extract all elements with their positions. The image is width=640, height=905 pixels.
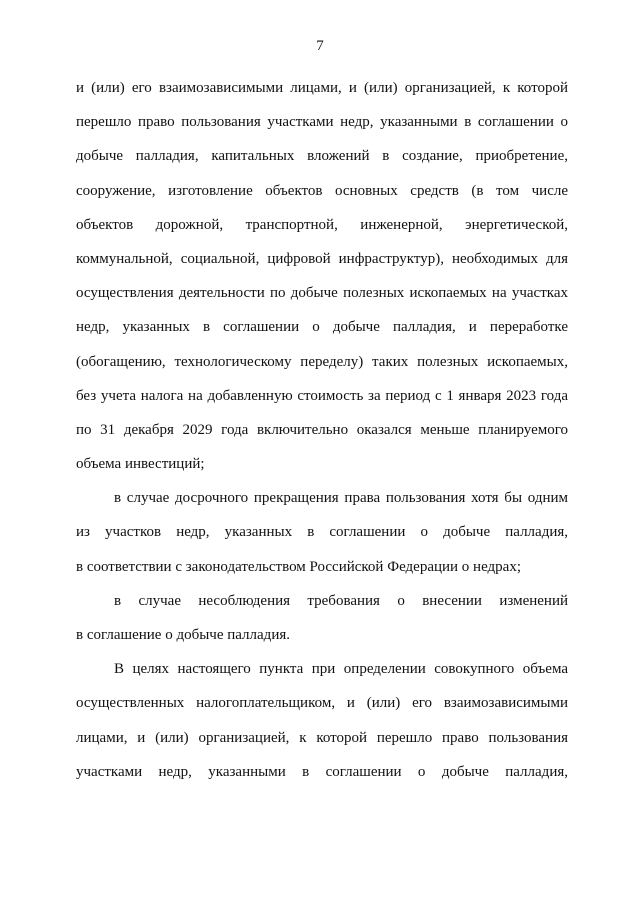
text-line: в случае досрочного прекращения права пользования хотя бы одним bbox=[114, 490, 568, 507]
text-line: объема инвестиций; bbox=[76, 456, 205, 473]
text-line: в соответствии с законодательством Российской Федерации о недрах; bbox=[76, 558, 521, 575]
text-line: из участков недр, указанных в соглашении о добыче палладия, bbox=[76, 524, 568, 541]
text-line: недр, указанных в соглашении о добыче палладия, и переработке bbox=[76, 319, 568, 336]
text-line: в случае несоблюдения требования о внесении изменений bbox=[114, 592, 568, 609]
text-line: и (или) его взаимозависимыми лицами, и (или) организацией, к которой bbox=[76, 80, 568, 96]
text-line: объектов дорожной, транспортной, инженерной, энергетической, bbox=[76, 216, 568, 233]
text-line: сооружение, изготовление объектов основных средств (в том числе bbox=[76, 182, 568, 199]
text-line: коммунальной, социальной, цифровой инфраструктур), необходимых для bbox=[76, 250, 568, 267]
page-number: 7 bbox=[316, 38, 324, 54]
text-line: осуществления деятельности по добыче полезных ископаемых на участках bbox=[76, 285, 568, 302]
text-line: по 31 декабря 2029 года включительно оказался меньше планируемого bbox=[76, 421, 568, 438]
text-line: лицами, и (или) организацией, к которой перешло право пользования bbox=[76, 729, 568, 746]
text-line: участками недр, указанными в соглашении о добыче палладия, bbox=[76, 763, 568, 780]
text-line: без учета налога на добавленную стоимость за период с 1 января 2023 года bbox=[76, 387, 568, 404]
text-line: добыче палладия, капитальных вложений в создание, приобретение, bbox=[76, 148, 568, 165]
text-line: В целях настоящего пункта при определении совокупного объема bbox=[114, 661, 568, 678]
text-line: (обогащению, технологическому переделу) таких полезных ископаемых, bbox=[76, 353, 568, 370]
text-line: перешло право пользования участками недр, указанными в соглашении о bbox=[76, 114, 568, 131]
document-body bbox=[76, 71, 568, 789]
text-line: осуществленных налогоплательщиком, и (или) его взаимозависимыми bbox=[76, 695, 568, 712]
text-line: в соглашение о добыче палладия. bbox=[76, 627, 290, 643]
